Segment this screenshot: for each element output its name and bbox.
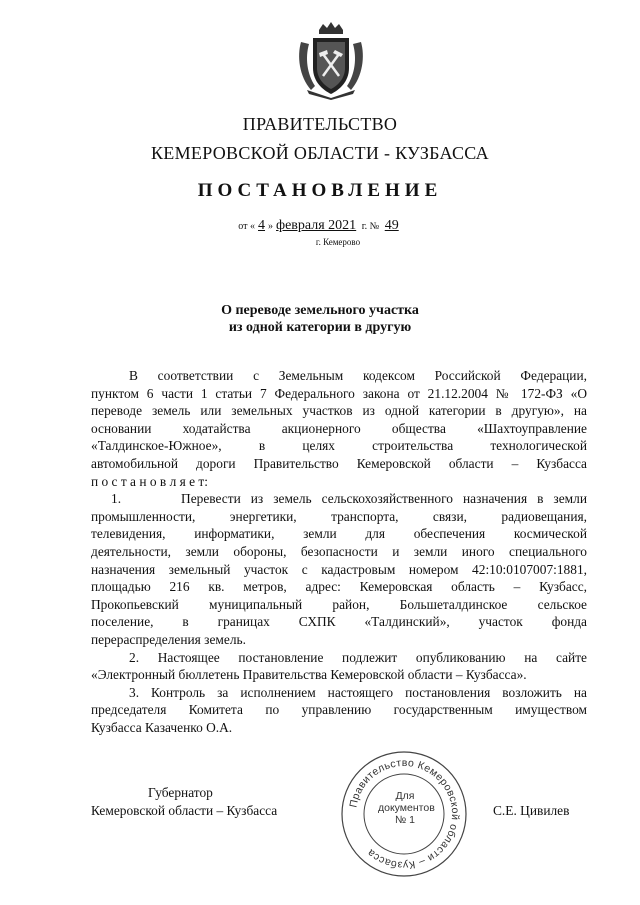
item1-line: поселение, в границах СХПК «Талдинский», участок фонда xyxy=(91,614,587,630)
item3-line: 3. Контроль за исполнением настоящего постановления возложить на xyxy=(129,684,587,700)
body-line: переводе земель или земельных участков из одной категории в другую», на xyxy=(91,403,587,419)
document-number: 49 xyxy=(384,218,399,233)
document-type: ПОСТАНОВЛЕНИЕ xyxy=(197,180,443,201)
item3-line: председателя Комитета по управлению государственным имуществом xyxy=(91,702,587,718)
subject-line1: О переводе земельного участка xyxy=(221,303,419,318)
stamp-center xyxy=(378,790,435,826)
item1-line: деятельности, земли обороны, безопасности и земли иного специального xyxy=(91,543,587,559)
item2-line: 2. Настоящее постановление подлежит опубликованию на сайте xyxy=(129,649,587,665)
body-line: пунктом 6 части 1 статьи 7 Федерального закона от 21.12.2004 № 172-ФЗ «О xyxy=(91,385,587,401)
item1-line: Прокопьевский муниципальный район, Большеталдинское сельское xyxy=(91,596,587,612)
item1-line: площадью 216 кв. метров, адрес: Кемеровская область – Кузбасс, xyxy=(91,579,587,595)
subject-line2: из одной категории в другую xyxy=(228,320,412,335)
item1-line: назначения земельный участок с кадастровым номером 42:10:0107007:1881, xyxy=(91,561,587,577)
stamp-ring-text: Правительство Кемеровской области – Кузбасса xyxy=(347,756,462,872)
stamp-center-line2: документов xyxy=(378,802,435,814)
body-line: «Талдинское-Южное», в целях строительства технологической xyxy=(91,438,587,454)
stamp-center-line3: № 1 xyxy=(394,814,416,826)
date-day: 4 xyxy=(258,218,266,233)
item3-line: Кузбасса Казаченко О.А. xyxy=(91,719,233,735)
date-month-year: февраля 2021 xyxy=(276,218,357,233)
date-quote: » xyxy=(268,221,274,232)
item2-line: «Электронный бюллетень Правительства Кемеровской области – Кузбасса». xyxy=(91,667,527,683)
date-number-line xyxy=(0,218,640,234)
document-body xyxy=(91,367,587,736)
stamp-center-line1: Для xyxy=(395,790,415,802)
body-line: п о с т а н о в л я е т: xyxy=(91,473,208,489)
coat-of-arms-icon xyxy=(295,20,367,100)
date-prefix: от « xyxy=(238,221,256,232)
org-name-line1: ПРАВИТЕЛЬСТВО xyxy=(242,114,398,134)
date-year-suffix: г. xyxy=(361,221,368,232)
signatory-title-line2: Кемеровской области – Кузбасса xyxy=(91,803,278,818)
item1-line: промышленности, энергетики, транспорта, связи, радиовещания, xyxy=(91,508,587,524)
body-line: автомобильной дороги Правительство Кемеровской области – Кузбасса xyxy=(91,455,587,471)
number-prefix: № xyxy=(369,221,380,232)
body-line: В соответствии с Земельным кодексом Российской Федерации, xyxy=(129,368,587,383)
signatory-title-line1: Губернатор xyxy=(148,785,213,800)
item1-line: перераспределения земель. xyxy=(91,631,246,647)
org-name-line2: КЕМЕРОВСКОЙ ОБЛАСТИ - КУЗБАССА xyxy=(151,143,489,163)
body-line: основании ходатайства акционерного общества «Шахтоуправление xyxy=(91,420,587,436)
signatory-name: С.Е. Цивилев xyxy=(493,803,570,818)
item1-line: 1. Перевести из земель сельскохозяйственного назначения в земли xyxy=(111,491,587,507)
city: г. Кемерово xyxy=(315,237,361,247)
item1-line: телевидения, информатики, земли для обеспечения космической xyxy=(91,526,587,542)
